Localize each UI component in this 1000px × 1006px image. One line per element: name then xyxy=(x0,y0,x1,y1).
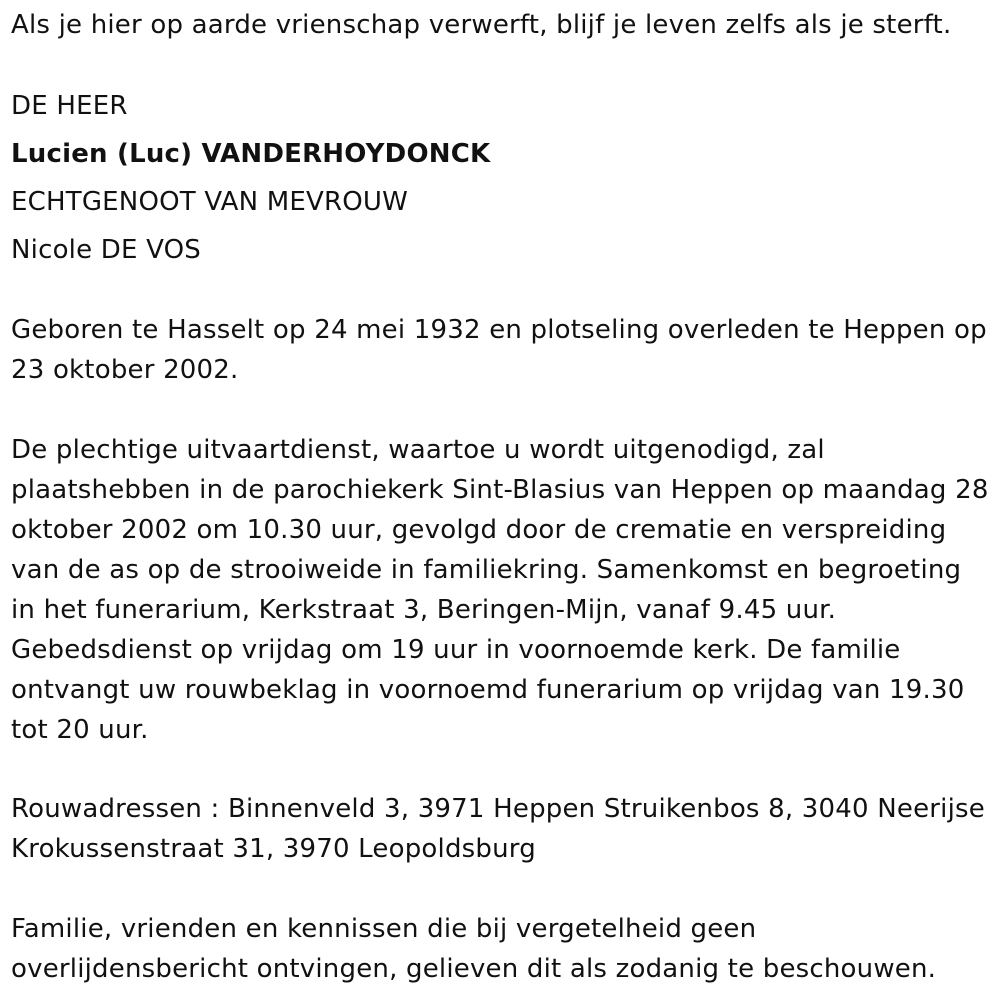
opening-quote: Als je hier op aarde vrienschap verwerft, blijf je leven zelfs als je sterft. xyxy=(11,10,952,40)
notice-paragraph: Familie, vrienden en kennissen die bij vergetelheid geen overlijdensbericht ontvingen, gelieven dit als zodanig te beschouwen. xyxy=(11,914,937,984)
birth-death-paragraph: Geboren te Hasselt op 24 mei 1932 en plotseling overleden te Heppen op 23 oktober 2002. xyxy=(11,315,987,385)
ceremony-paragraph: De plechtige uitvaartdienst, waartoe u wordt uitgenodigd, zal plaatshebben in de parochiekerk Sint-Blasius van Heppen op maandag 28 oktober 2002 om 10.30 uur, gevolgd door de crematie en verspreiding van de as op de strooiweide in familiekring. Samenkomst en begroeting in het funerarium, Kerkstraat 3, Beringen-Mijn, vanaf 9.45 uur. Gebedsdienst op vrijdag om 19 uur in voornoemde kerk. De familie ontvangt uw rouwbeklag in voornoemd funerarium op vrijdag van 19.30 tot 20 uur. xyxy=(11,435,989,745)
addresses-paragraph: Rouwadressen : Binnenveld 3, 3971 Heppen Struikenbos 8, 3040 Neerijse Krokussenstraat 31, 3970 Leopoldsburg xyxy=(11,794,985,864)
spouse-name: Nicole DE VOS xyxy=(11,235,201,265)
spouse-label: ECHTGENOOT VAN MEVROUW xyxy=(11,187,409,217)
deceased-name: Lucien (Luc) VANDERHOYDONCK xyxy=(11,139,491,169)
title-prefix: DE HEER xyxy=(11,91,128,121)
